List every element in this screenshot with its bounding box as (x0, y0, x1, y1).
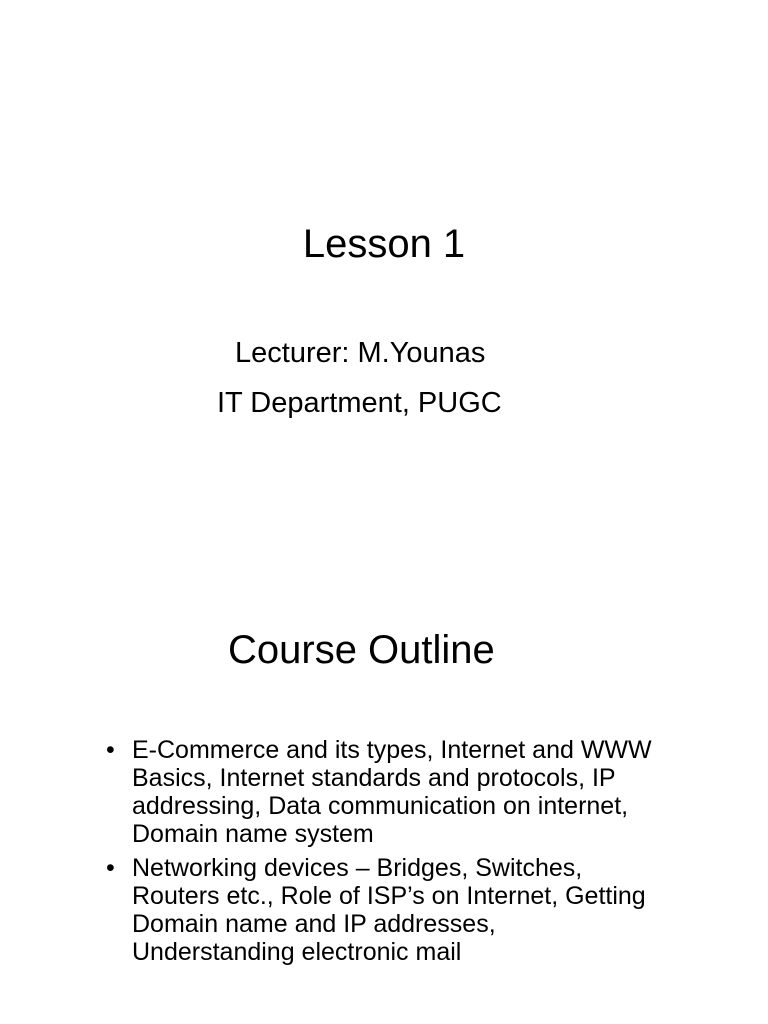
course-outline-list (106, 736, 756, 972)
outline-item (106, 854, 756, 966)
outline-item-line: Domain name and IP addresses, (132, 910, 496, 938)
lesson-title: Lesson 1 (302, 222, 466, 266)
course-outline-title: Course Outline (228, 628, 495, 672)
outline-item-line: addressing, Data communication on internet, (132, 792, 629, 820)
outline-item-line: Domain name system (132, 820, 374, 848)
outline-item-line: Networking devices – Bridges, Switches, (132, 854, 583, 882)
outline-item-line: Routers etc., Role of ISP’s on Internet, Getting (132, 882, 646, 910)
bullet-icon: • (106, 854, 115, 882)
slide-course-outline (0, 512, 768, 1024)
outline-item (106, 736, 756, 848)
outline-item-line: Understanding electronic mail (132, 938, 462, 966)
bullet-icon: • (106, 736, 115, 764)
lecturer-name: Lecturer: M.Younas (235, 337, 486, 369)
department-name: IT Department, PUGC (217, 387, 502, 419)
outline-item-line: E-Commerce and its types, Internet and WWW (132, 736, 652, 764)
outline-item-line: Basics, Internet standards and protocols, IP (132, 764, 616, 792)
